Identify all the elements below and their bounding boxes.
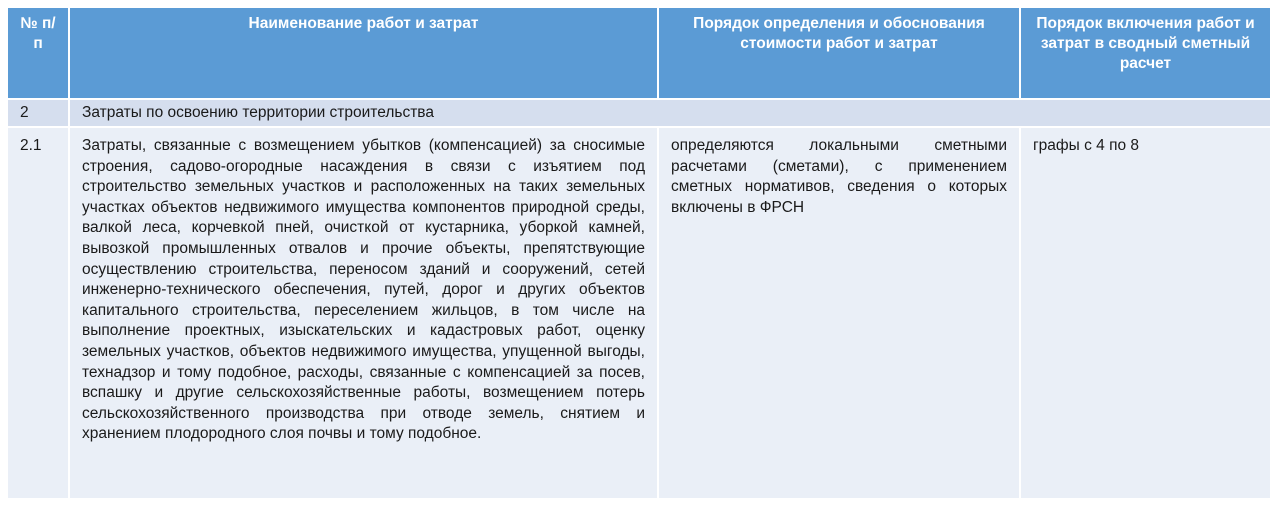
section-title-text: Затраты по освоению территории строительства [82, 104, 434, 121]
header-cost-method: Порядок определения и обоснования стоимости работ и затрат [659, 8, 1019, 98]
cost-table-container [6, 6, 1270, 500]
cost-table [6, 6, 1272, 500]
header-inclusion-order: Порядок включения работ и затрат в сводный сметный расчет [1021, 8, 1270, 98]
section-row [8, 100, 1270, 126]
header-work-name: Наименование работ и затрат [70, 8, 657, 98]
section-title [70, 100, 1270, 126]
header-row [8, 8, 1270, 98]
header-number: № п/п [8, 8, 68, 98]
row-work-name: Затраты, связанные с возмещением убытков (компенсацией) за сносимые строения, садово-огородные насаждения в связи с изъятием под строительство земельных участков и расположенных на таких земельных участках объектов недвижимого имущества компонентов природной среды, валкой леса, корчевкой пней, очисткой от кустарника, уборкой камней, вывозкой промышленных отвалов и прочие объекты, препятствующие осуществлению строительства, переносом зданий и сооружений, сетей инженерно-технического обеспечения, путей, дорог и других объектов капитального строительства, переселением жильцов, в том числе на выполнение проектных, изыскательских и кадастровых работ, оценку земельных участков, объектов недвижимого имущества, упущенной выгоды, технадзор и тому подобное, расходы, связанные с компенсацией за посев, вспашку и другие сельскохозяйственные работы, возмещением потерь сельскохозяйственного производства при отводе земель, снятием и хранением плодородного слоя почвы и тому подобное. [70, 128, 657, 498]
row-cost-method: определяются локальными сметными расчетами (сметами), с применением сметных нормативов, сведения о которых включены в ФРСН [659, 128, 1019, 498]
table-row [8, 128, 1270, 498]
section-number: 2 [8, 100, 68, 126]
row-number: 2.1 [8, 128, 68, 498]
row-inclusion-order: графы с 4 по 8 [1021, 128, 1270, 498]
